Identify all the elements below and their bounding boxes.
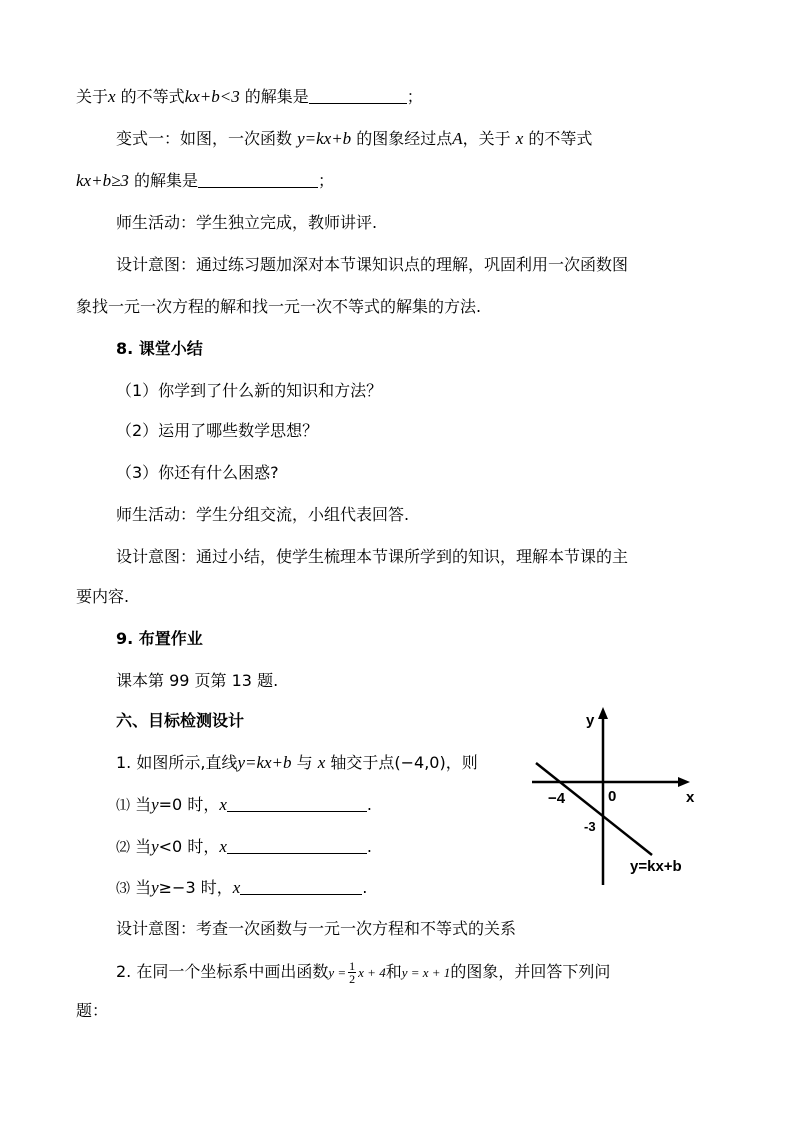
summary-question-2: （2）运用了哪些数学思想？ xyxy=(116,421,319,440)
homework-text: 课本第 99 页第 13 题. xyxy=(116,671,279,690)
fraction-denominator: 2 xyxy=(349,972,356,986)
text: 和 xyxy=(385,962,402,981)
section-heading-homework: 9. 布置作业 xyxy=(116,629,203,648)
answer-blank[interactable] xyxy=(227,837,367,854)
text: 的图象，并回答下列问 xyxy=(450,962,611,981)
text: 与 xyxy=(291,753,318,772)
function-1-lhs: y = xyxy=(328,965,347,980)
text: 关于 xyxy=(76,87,109,106)
var-x: x xyxy=(515,129,524,148)
para-variant-1-cont xyxy=(76,170,334,192)
text: 当 xyxy=(130,837,152,856)
function-1-rhs: x + 4 xyxy=(358,965,386,980)
var-y: y xyxy=(151,837,159,856)
x-axis-arrow xyxy=(678,777,690,787)
text: 变式一：如图，一次函数 xyxy=(116,129,298,148)
var-y: y xyxy=(151,795,159,814)
teacher-student-activity: 师生活动：学生独立完成，教师讲评. xyxy=(116,213,378,232)
para-inequality-line xyxy=(76,86,423,108)
exercise-1-part-1 xyxy=(116,794,372,817)
var-x: x xyxy=(108,87,116,106)
text: 1. 如图所示,直线 xyxy=(116,753,238,772)
text: ≥−3 时， xyxy=(158,878,233,897)
exercise-1 xyxy=(116,752,478,774)
exercise-1-part-2 xyxy=(116,836,372,859)
design-intent-cont: 象找一元一次方程的解和找一元一次不等式的解集的方法. xyxy=(76,297,482,316)
inequality-expr: kx+b<3 xyxy=(184,87,240,106)
text: 轴交于点(−4,0)，则 xyxy=(325,753,478,772)
origin-label: 0 xyxy=(608,788,617,805)
teacher-student-activity: 师生活动：学生分组交流，小组代表回答. xyxy=(116,505,410,524)
text: =0 时， xyxy=(158,795,220,814)
design-intent-cont: 要内容. xyxy=(76,587,130,606)
line-kx-plus-b xyxy=(536,763,652,855)
text: 的解集是 xyxy=(239,87,309,106)
text: ⑴ xyxy=(116,798,130,814)
var-x: x xyxy=(232,878,241,897)
text: 2. 在同一个坐标系中画出函数 xyxy=(116,962,329,981)
section-heading-assessment: 六、目标检测设计 xyxy=(116,711,245,730)
exercise-2-cont: 题： xyxy=(76,1001,109,1020)
x-intercept-label: −4 xyxy=(548,790,566,807)
para-variant-1 xyxy=(116,128,592,150)
line-equation-label: y=kx+b xyxy=(630,858,682,875)
fraction-one-half xyxy=(348,960,356,985)
text: . xyxy=(366,795,372,814)
summary-question-3: （3）你还有什么困惑? xyxy=(116,463,279,482)
text: ； xyxy=(406,87,423,106)
function-expr: y=kx+b xyxy=(297,129,352,148)
design-intent: 设计意图：考查一次函数与一元一次方程和不等式的关系 xyxy=(116,919,517,938)
y-axis-label: y xyxy=(586,712,595,729)
text: 当 xyxy=(130,795,152,814)
section-heading-summary: 8. 课堂小结 xyxy=(116,339,203,358)
text: 当 xyxy=(130,878,152,897)
text: 的解集是 xyxy=(128,171,198,190)
design-intent: 设计意图：通过小结，使学生梳理本节课所学到的知识，理解本节课的主 xyxy=(116,547,629,566)
exercise-2 xyxy=(116,960,610,985)
text: 的图象经过点 xyxy=(351,129,453,148)
y-intercept-label: -3 xyxy=(584,819,596,834)
summary-question-1: （1）你学到了什么新的知识和方法？ xyxy=(116,381,383,400)
var-x: x xyxy=(317,753,326,772)
exercise-1-part-3 xyxy=(116,877,367,900)
text: <0 时， xyxy=(158,837,220,856)
text: ，关于 xyxy=(462,129,516,148)
answer-blank[interactable] xyxy=(227,795,367,812)
text: ⑶ xyxy=(116,881,130,897)
y-axis-arrow xyxy=(598,707,608,719)
fraction-numerator: 1 xyxy=(349,959,356,973)
point-a: A xyxy=(452,129,463,148)
text: ⑵ xyxy=(116,840,130,856)
inequality-expr: kx+b≥3 xyxy=(76,171,129,190)
text: . xyxy=(366,837,372,856)
answer-blank[interactable] xyxy=(309,87,407,104)
x-axis-label: x xyxy=(686,789,695,806)
var-y: y xyxy=(151,878,159,897)
text: 的不等式 xyxy=(115,87,185,106)
text: 的不等式 xyxy=(523,129,593,148)
function-expr: y=kx+b xyxy=(237,753,292,772)
function-2: y = x + 1 xyxy=(401,965,451,980)
text: . xyxy=(362,878,368,897)
var-x: x xyxy=(219,837,227,856)
design-intent: 设计意图：通过练习题加深对本节课知识点的理解，巩固利用一次函数图 xyxy=(116,255,629,274)
answer-blank[interactable] xyxy=(240,878,362,895)
text: ； xyxy=(318,171,335,190)
var-x: x xyxy=(219,795,227,814)
answer-blank[interactable] xyxy=(198,171,318,188)
function-graph xyxy=(520,705,710,890)
